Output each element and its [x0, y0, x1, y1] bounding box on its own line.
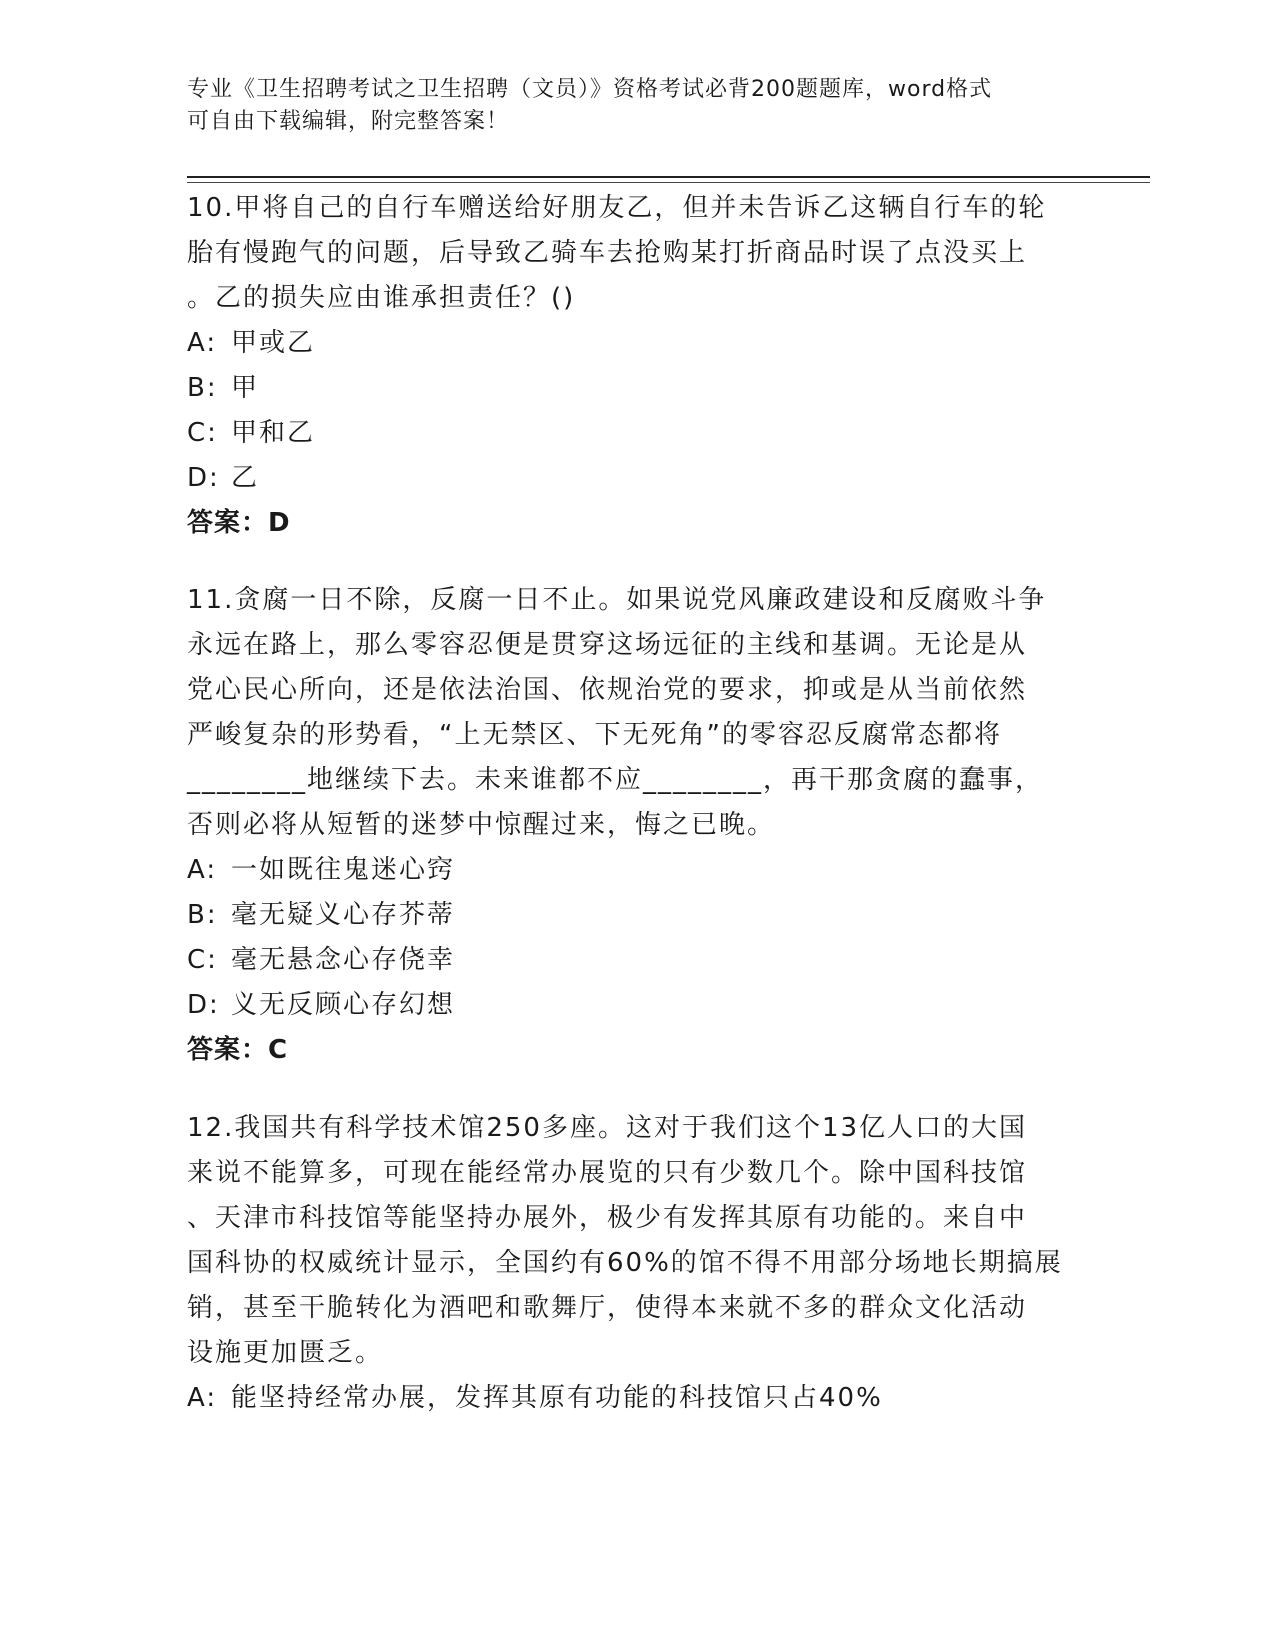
- option-a: [187, 321, 1087, 366]
- question-line: ________地继续下去。未来谁都不应________，再干那贪腐的蠢事，: [187, 765, 1044, 795]
- option-text: 一如既往鬼迷心窍: [231, 855, 456, 885]
- option-text: 甲和乙: [231, 418, 316, 448]
- question-line: 永远在路上，那么零容忍便是贯穿这场远征的主线和基调。无论是从: [187, 630, 1028, 660]
- option-text: 能坚持经常办展，发挥其原有功能的科技馆只占40%: [231, 1383, 883, 1413]
- answer: 答案：C: [187, 1035, 289, 1065]
- question-11: [187, 578, 1087, 1073]
- option-text: 甲: [231, 373, 260, 403]
- option-label: A:: [187, 1383, 218, 1413]
- answer: 答案：D: [187, 508, 291, 538]
- question-line: 。乙的损失应由谁承担责任？(): [187, 283, 576, 313]
- question-line: 10.甲将自己的自行车赠送给好朋友乙，但并未告诉乙这辆自行车的轮: [187, 193, 1047, 223]
- option-label: B:: [187, 373, 218, 403]
- question-line: 国科协的权威统计显示，全国约有60%的馆不得不用部分场地长期搞展: [187, 1248, 1063, 1278]
- header-rule-thick: [187, 176, 1150, 178]
- question-line: 党心民心所向，还是依法治国、依规治党的要求，抑或是从当前依然: [187, 675, 1028, 705]
- header-line-2: 可自由下载编辑，附完整答案！: [187, 109, 510, 134]
- question-line: 来说不能算多，可现在能经常办展览的只有少数几个。除中国科技馆: [187, 1158, 1028, 1188]
- option-text: 乙: [231, 463, 260, 493]
- option-c: [187, 411, 1087, 456]
- option-label: C:: [187, 418, 218, 448]
- option-d: [187, 456, 1087, 501]
- question-line: 严峻复杂的形势看，“上无禁区、下无死角”的零容忍反腐常态都将: [187, 720, 1002, 750]
- option-d: [187, 983, 1087, 1028]
- option-label: D:: [187, 463, 220, 493]
- option-text: 毫无疑义心存芥蒂: [231, 900, 456, 930]
- header-rule-thin: [187, 182, 1150, 183]
- question-line: 11.贪腐一日不除，反腐一日不止。如果说党风廉政建设和反腐败斗争: [187, 585, 1047, 615]
- question-line: 、天津市科技馆等能坚持办展外，极少有发挥其原有功能的。来自中: [187, 1203, 1028, 1233]
- option-label: C:: [187, 945, 218, 975]
- question-10: [187, 186, 1087, 546]
- option-a: [187, 1376, 1087, 1421]
- question-line: 胎有慢跑气的问题，后导致乙骑车去抢购某打折商品时误了点没买上: [187, 238, 1028, 268]
- option-b: [187, 893, 1087, 938]
- option-text: 毫无悬念心存侥幸: [231, 945, 456, 975]
- option-a: [187, 848, 1087, 893]
- option-label: A:: [187, 328, 218, 358]
- option-text: 甲或乙: [231, 328, 316, 358]
- question-line: 12.我国共有科学技术馆250多座。这对于我们这个13亿人口的大国: [187, 1113, 1028, 1143]
- option-text: 义无反顾心存幻想: [231, 990, 456, 1020]
- option-label: B:: [187, 900, 218, 930]
- question-line: 否则必将从短暂的迷梦中惊醒过来，悔之已晚。: [187, 810, 776, 840]
- header-line-1: 专业《卫生招聘考试之卫生招聘（文员）》资格考试必背200题题库，word格式: [187, 77, 993, 102]
- option-b: [187, 366, 1087, 411]
- option-label: A:: [187, 855, 218, 885]
- option-c: [187, 938, 1087, 983]
- document-header: [187, 74, 1067, 138]
- question-12: [187, 1106, 1087, 1421]
- option-label: D:: [187, 990, 220, 1020]
- question-line: 设施更加匮乏。: [187, 1338, 384, 1368]
- question-line: 销，甚至干脆转化为酒吧和歌舞厅，使得本来就不多的群众文化活动: [187, 1293, 1028, 1323]
